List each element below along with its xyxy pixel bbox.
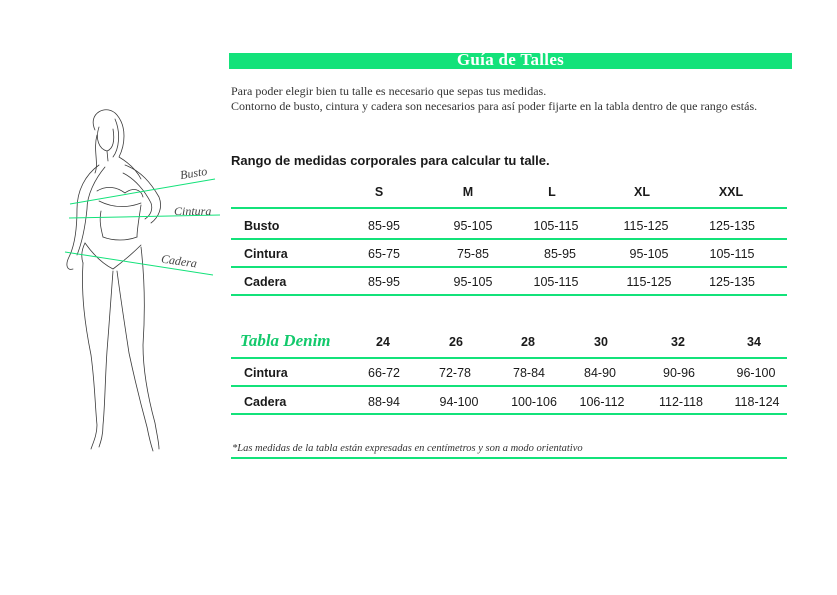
row-label: Cintura	[244, 247, 288, 261]
row-label: Cintura	[244, 366, 288, 380]
table-cell: 125-135	[709, 219, 755, 233]
size-table-title: Rango de medidas corporales para calcular tu talle.	[231, 153, 550, 168]
table-divider	[231, 413, 787, 415]
intro-line-1: Para poder elegir bien tu talle es necesario que sepas tus medidas.	[231, 84, 547, 98]
table-cell: 100-106	[511, 395, 557, 409]
table-cell: 125-135	[709, 275, 755, 289]
table-cell: 95-105	[453, 219, 493, 233]
row-label: Cadera	[244, 395, 287, 409]
table-cell: 72-78	[439, 366, 471, 380]
intro-line-2: Contorno de busto, cintura y cadera son necesarios para así poder fijarte en la tabla dentro de que rango estás.	[231, 99, 758, 113]
table-cell: 66-72	[368, 366, 400, 380]
table-divider	[231, 294, 787, 296]
denim-col-header: 26	[449, 335, 463, 349]
denim-table-title: Tabla Denim	[240, 331, 331, 350]
footnote-divider	[231, 457, 787, 459]
table-divider	[231, 207, 787, 209]
size-col-header: XXL	[718, 185, 744, 199]
table-cell: 115-125	[626, 275, 672, 289]
cintura-label: Cintura	[174, 204, 212, 218]
table-cell: 90-96	[663, 366, 695, 380]
row-label: Busto	[244, 219, 280, 233]
cadera-label: Cadera	[160, 251, 198, 271]
intro-text	[231, 84, 791, 114]
table-cell: 95-105	[629, 247, 669, 261]
table-divider	[231, 266, 787, 268]
table-cell: 105-115	[709, 247, 755, 261]
table-cell: 65-75	[368, 247, 400, 261]
table-cell: 112-118	[658, 395, 704, 409]
table-cell: 85-95	[544, 247, 576, 261]
table-cell: 95-105	[453, 275, 493, 289]
table-cell: 94-100	[439, 395, 479, 409]
size-col-header: S	[374, 185, 384, 199]
size-col-header: XL	[634, 185, 650, 199]
table-cell: 118-124	[734, 395, 780, 409]
denim-col-header: 30	[594, 335, 608, 349]
table-divider	[231, 357, 787, 359]
table-cell: 96-100	[736, 366, 776, 380]
body-figure	[55, 105, 230, 465]
woman-silhouette-icon	[55, 105, 230, 465]
table-cell: 105-115	[533, 219, 579, 233]
table-divider	[231, 385, 787, 387]
size-col-header: L	[548, 185, 556, 199]
page-title: Guía de Talles	[456, 50, 565, 69]
table-cell: 85-95	[368, 219, 400, 233]
busto-label: Busto	[178, 163, 209, 183]
table-cell: 84-90	[584, 366, 616, 380]
denim-col-header: 24	[376, 335, 390, 349]
row-label: Cadera	[244, 275, 287, 289]
size-col-header: M	[462, 185, 474, 199]
footnote: *Las medidas de la tabla están expresadas en centímetros y son a modo orientativo	[232, 443, 583, 454]
table-divider	[231, 238, 787, 240]
table-cell: 88-94	[368, 395, 400, 409]
table-cell: 78-84	[513, 366, 545, 380]
denim-col-header: 32	[671, 335, 685, 349]
table-cell: 105-115	[533, 275, 579, 289]
table-cell: 75-85	[457, 247, 489, 261]
table-cell: 115-125	[623, 219, 669, 233]
guide-banner	[229, 50, 792, 69]
table-cell: 85-95	[368, 275, 400, 289]
denim-col-header: 34	[747, 335, 761, 349]
table-cell: 106-112	[579, 395, 625, 409]
denim-col-header: 28	[521, 335, 535, 349]
